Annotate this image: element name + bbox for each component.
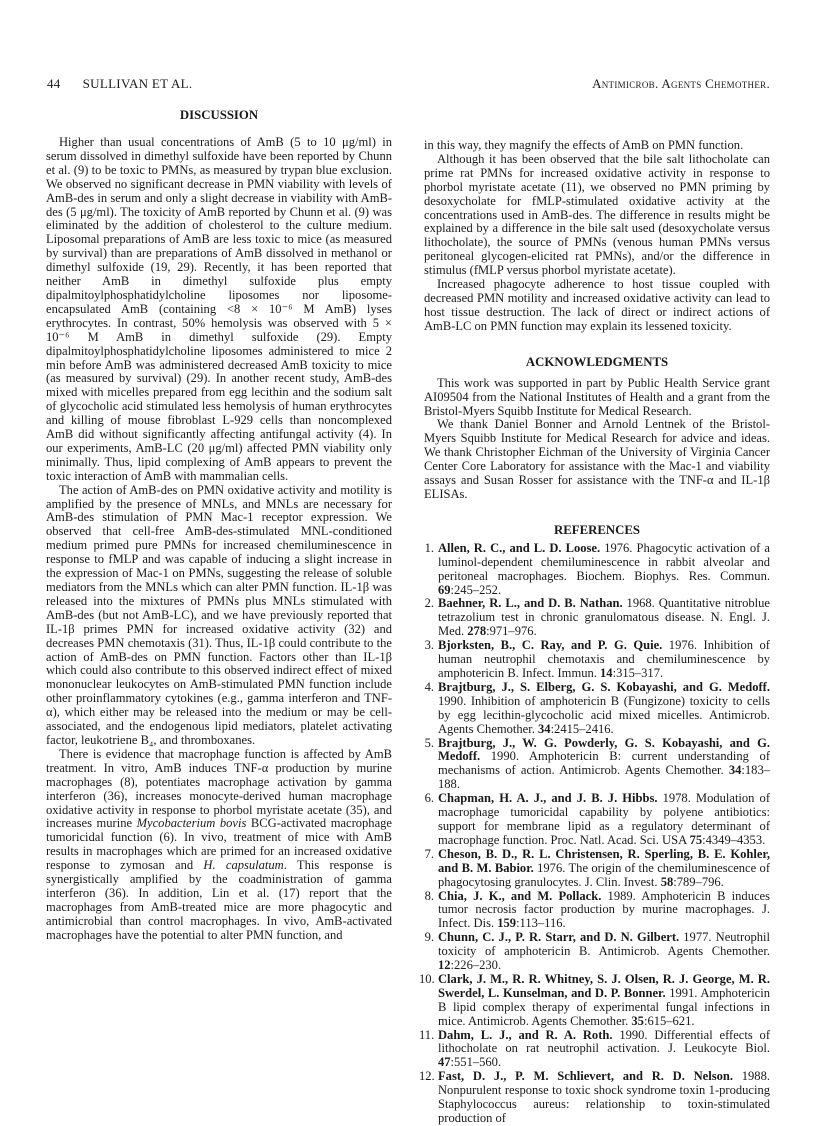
reference-volume: 278 (467, 624, 487, 639)
reference-pages: :551–560. (450, 1055, 502, 1070)
reference-item (424, 737, 770, 793)
reference-authors: Fast, D. J., P. M. Schlievert, and R. D. Nelson. (438, 1069, 734, 1084)
text-run: BCG-activated macrophage tumoricidal function (6). In vivo, treatment of mice with AmB results in macrophages which are primed for an increased oxidative response to zymosan and (46, 816, 392, 873)
reference-text: 1978. Modulation of macrophage tumoricidal capability by polyene antibiotics: support for membrane lipid as a regulatory determinant of macrophage function. Proc. Natl. Acad. Sci. USA (438, 791, 770, 847)
reference-pages: :4349–4353. (702, 832, 766, 847)
reference-text: 1976. Phagocytic activation of a luminol-dependent chemiluminescence in rabbit alveolar and peritoneal macrophages. Biochem. Biophys. Res. Commun. (438, 540, 770, 583)
reference-item (424, 542, 770, 598)
reference-volume: 14 (600, 666, 613, 680)
reference-number: 6. (424, 791, 434, 806)
reference-item (424, 890, 770, 932)
reference-authors: Chunn, C. J., P. R. Starr, and D. N. Gilbert. (438, 930, 680, 945)
reference-number: 7. (424, 846, 434, 861)
reference-text: 1989. Amphotericin B induces tumor necrosis factor production by murine macrophages. J. Infect. Dis. (438, 888, 771, 931)
discussion-paragraph (46, 484, 392, 748)
reference-item (419, 971, 771, 1029)
reference-volume: 159 (497, 916, 517, 931)
reference-volume: 12 (438, 958, 451, 973)
reference-authors: Brajtburg, J., S. Elberg, G. S. Kobayashi, and G. Medoff. (438, 679, 770, 694)
reference-pages: :789–796. (673, 874, 724, 889)
acknowledgment-paragraph: This work was supported in part by Public Health Service grant AI09504 from the National Institutes of Health and a grant from the Bristol-Myers Squibb Institute for Medical Research. (424, 375, 770, 418)
reference-number: 1. (424, 540, 434, 555)
running-authors: SULLIVAN ET AL. (82, 76, 193, 91)
reference-authors: Dahm, L. J., and R. A. Roth. (438, 1027, 613, 1042)
reference-number: 11. (419, 1027, 435, 1042)
reference-volume: 75 (689, 832, 703, 847)
reference-number: 12. (419, 1069, 435, 1084)
reference-text: 1990. Differential effects of lithocholate on rat neutrophil activation. J. Leukocyte Biol. (438, 1027, 770, 1056)
discussion-paragraph (46, 748, 392, 943)
reference-text: 1968. Quantitative nitroblue tetrazolium test in chronic granulomatous disease. N. Engl. J. Med. (438, 596, 770, 639)
reference-item (419, 1069, 770, 1126)
running-header-left (47, 76, 192, 92)
reference-pages: :971–976. (486, 624, 537, 639)
reference-number: 4. (424, 679, 434, 694)
reference-authors: Baehner, R. L., and D. B. Nathan. (438, 596, 623, 611)
reference-authors: Allen, R. C., and L. D. Loose. (438, 540, 601, 555)
discussion-body (46, 136, 392, 943)
reference-authors: Chapman, H. A. J., and J. B. J. Hibbs. (438, 791, 658, 806)
reference-volume: 34 (728, 763, 742, 778)
reference-pages: :315–317. (612, 666, 664, 680)
reference-volume: 69 (438, 582, 451, 597)
reference-text: 1977. Neutrophil toxicity of amphotericin B. Antimicrob. Agents Chemother. (438, 930, 770, 959)
reference-number: 10. (419, 971, 435, 986)
reference-volume: 34 (538, 721, 551, 736)
reference-item (424, 597, 770, 639)
reference-pages: :226–230. (450, 958, 502, 973)
text-run: The action of AmB-des on PMN oxidative activity and motility is amplified by the presence of MNLs, and MNLs are necessary for AmB-des stimulation of PMN Mac-1 receptor expression. We observed that cell-free AmB-des-stimulated MNL-conditioned medium primed pure PMNs for increased chemiluminescence in response to fMLP and was capable of inducing a slight increase in the expression of Mac-1 on PMNs, suggesting the release of soluble mediators from the MNLs which can alter PMN function. IL-1β was released into the mixtures of PMNs plus MNLs stimulated with AmB-des (but not AmB-LC), and we have previously reported that IL-1β primes PMN for increased oxidative activity (32) and decreases PMN chemotaxis (31). Thus, IL-1β could contribute to the action of AmB-des on PMN function. Factors other than IL-1β which could also contribute to this observed indirect effect of mixed mononuclear leukocytes on AmB-stimulated PMN function include other proinflammatory cytokines (e.g., gamma interferon and TNF-α), which either may be released into the medium or may be cell-associated, and the endogenous lipid mediators, platelet activating factor, leukotriene B₄, and thromboxanes. (46, 482, 392, 747)
reference-item (424, 639, 770, 681)
reference-pages: :615–621. (643, 1013, 695, 1028)
reference-text: 1990. Amphotericin B: current understanding of mechanisms of action. Antimicrob. Agents Chemother. (438, 749, 770, 778)
reference-authors: Brajtburg, J., W. G. Powderly, G. S. Kobayashi, and G. Medoff. (438, 735, 770, 764)
reference-text: 1990. Inhibition of amphotericin B (Fungizone) toxicity to cells by egg lecithin-glycocholic acid mixed micelles. Antimicrob. Agents Chemother. (438, 693, 770, 736)
text-run: There is evidence that macrophage function is affected by AmB treatment. In vitro, AmB induces TNF-α production by murine macrophages (8), potentiates macrophage activation by gamma interferon (36), increases monocyte-derived human macrophage oxidative activity in response to phorbol myristate acetate (35), and increases murine (46, 746, 392, 831)
reference-pages: :245–252. (450, 582, 502, 597)
reference-item (424, 931, 770, 973)
reference-volume: 58 (660, 874, 674, 889)
reference-item (424, 848, 770, 890)
reference-number: 5. (424, 735, 434, 750)
reference-authors: Chia, J. K., and M. Pollack. (438, 888, 602, 903)
reference-number: 8. (424, 888, 434, 903)
reference-volume: 35 (631, 1013, 644, 1028)
reference-volume: 47 (438, 1055, 451, 1070)
discussion-continuation: in this way, they magnify the effects of AmB on PMN function. (424, 138, 744, 152)
reference-pages: :2415–2416. (550, 721, 614, 736)
reference-item (424, 792, 770, 848)
reference-number: 3. (424, 638, 434, 653)
acknowledgments-section (424, 355, 770, 502)
page-number: 44 (47, 76, 61, 91)
reference-authors: Bjorksten, B., C. Ray, and P. G. Quie. (438, 638, 663, 653)
reference-list (419, 540, 771, 1126)
references-section (419, 522, 771, 1126)
reference-text: 1991. Amphotericin B lipid complex therapy of experimental fungal infections in mice. Antimicrob. Agents Chemother. (438, 985, 771, 1028)
reference-authors: Cheson, B. D., R. L. Christensen, R. Sperling, B. E. Kohler, and B. M. Babior. (438, 846, 770, 875)
reference-text: 1988. Nonpurulent response to toxic shock syndrome toxin 1-producing Staphylococcus aureus: relationship to toxin-stimulated production of (438, 1069, 770, 1125)
discussion-paragraph: Although it has been observed that the bile salt lithocholate can prime rat PMNs for increased oxidative activity in response to phorbol myristate acetate (11), we observed no PMN priming by desoxycholate for fMLP-stimulated oxidative activity at the concentrations used in AmB-des. The difference in results might be explained by a difference in the bile salt used (desoxycholate versus lithocholate), the source of PMNs (venous human PMNs versus peritoneal glycogen-elicited rat PMNs), and/or the difference in stimulus (fMLP versus phorbol myristate acetate). (424, 151, 770, 278)
italic-term: H. capsulatum (203, 858, 284, 873)
reference-item (424, 681, 770, 737)
right-column (419, 138, 771, 1126)
reference-item (419, 1027, 770, 1071)
discussion-paragraph (46, 136, 392, 484)
reference-number: 2. (424, 596, 434, 611)
journal-name: Antimicrob. Agents Chemother. (592, 76, 770, 91)
reference-text: 1976. Inhibition of human neutrophil chemotaxis and chemiluminescence by amphotericin B. Infect. Immun. (438, 638, 770, 680)
left-column (46, 108, 392, 943)
reference-pages: :183–188. (438, 763, 770, 792)
italic-term: Mycobacterium bovis (136, 816, 247, 831)
text-run: Higher than usual concentrations of AmB (5 to 10 μg/ml) in serum dissolved in dimethyl sulfoxide have been reported by Chunn et al. (9) to be toxic to PMNs, as measured by trypan blue exclusion. We observed no significant decrease in PMN viability with levels of AmB-des in serum and only a slight decrease in viability with AmB-des (5 μg/ml). The toxicity of AmB reported by Chunn et al. (9) was eliminated by the addition of cholesterol to the culture medium. Liposomal preparations of AmB are less toxic to mice (as measured by survival) than are preparations of AmB dissolved in methanol or dimethyl sulfoxide (19, 29). Recently, it has been reported that neither AmB in dimethyl sulfoxide plus empty dipalmitoylphosphatidylcholine liposomes nor liposome-encapsulated AmB (containing <8 × 10⁻⁶ M AmB) lyses erythrocytes. In contrast, 50% hemolysis was observed with 5 × 10⁻⁶ M AmB in dimethyl sulfoxide (29). Empty dipalmitoylphosphatidylcholine liposomes administered to mice 2 min before AmB was administered decreased AmB toxicity to mice (as measured by survival) (29). In another recent study, AmB-des mixed with micelles prepared from egg lecithin and the sodium salt of glycocholic acid stimulated less hemolysis of human erythrocytes and killing of mouse fibroblast L-929 cells than noncomplexed AmB did without significantly affecting antifungal activity (4). In our experiments, AmB-LC (20 μg/ml) affected PMN viability only minimally. Thus, lipid complexing of AmB appears to prevent the toxic interaction of AmB with mammalian cells. (46, 135, 392, 483)
discussion-paragraph: Increased phagocyte adherence to host tissue coupled with decreased PMN motility and increased oxidative activity can lead to host tissue destruction. The lack of direct or indirect actions of AmB-LC on PMN function may explain its lessened toxicity. (424, 277, 770, 333)
discussion-heading: DISCUSSION (179, 108, 259, 122)
text-run: . This response is synergistically amplified by the coadministration of gamma interferon (36). In addition, Lin et al. (17) report that the macrophages from AmB-treated mice are more phagocytic and antimicrobial than control macrophages. In vivo, AmB-activated macrophages have the potential to alter PMN function, and (46, 858, 392, 942)
acknowledgments-heading: ACKNOWLEDGMENTS (525, 354, 669, 369)
reference-authors: Clark, J. M., R. R. Whitney, S. J. Olsen, R. J. George, M. R. Swerdel, L. Kunselman, and D. P. Bonner. (438, 971, 770, 1000)
reference-pages: :113–116. (516, 916, 566, 931)
references-heading: REFERENCES (553, 522, 641, 537)
reference-text: 1976. The origin of the chemiluminescence of phagocytosing granulocytes. J. Clin. Invest. (438, 860, 770, 889)
acknowledgment-paragraph: We thank Daniel Bonner and Arnold Lentnek of the Bristol-Myers Squibb Institute for Medical Research for advice and ideas. We thank Christopher Eichman of the University of Virginia Cancer Center Core Laboratory for assistance with the Mac-1 and viability assays and Susan Rosser for assistance with the TNF-α and IL-1β ELISAs. (424, 417, 770, 501)
reference-number: 9. (424, 930, 434, 945)
